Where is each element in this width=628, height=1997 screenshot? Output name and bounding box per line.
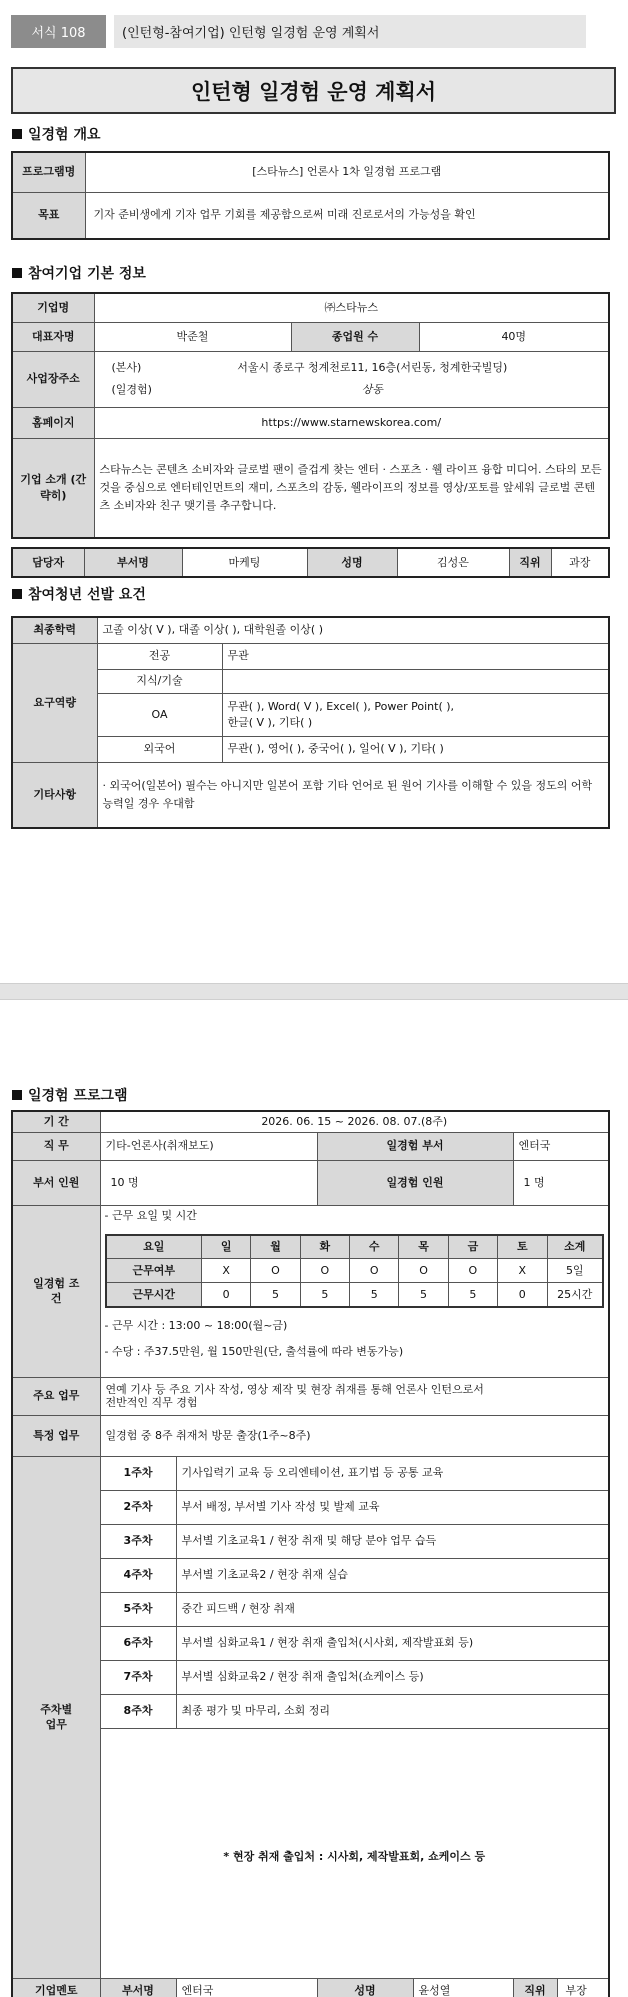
schedule-cell: 0	[498, 1283, 547, 1307]
week-label: 7주차	[100, 1660, 176, 1694]
schedule-cell: 5	[251, 1283, 300, 1307]
schedule-cell: 금	[448, 1235, 497, 1259]
week-label: 4주차	[100, 1558, 176, 1592]
week-label: 1주차	[100, 1456, 176, 1490]
schedule-cell: 월	[251, 1235, 300, 1259]
conditions-cell	[100, 1205, 609, 1377]
oa-value	[222, 693, 609, 736]
page-separator	[0, 983, 628, 1000]
main-duty-label: 주요 업무	[12, 1377, 100, 1415]
education-value: 고졸 이상( V ), 대졸 이상( ), 대학원졸 이상( )	[97, 617, 609, 643]
week-label: 8주차	[100, 1694, 176, 1728]
intern-count-value: 1 명	[513, 1160, 609, 1205]
schedule-cell: O	[399, 1259, 448, 1283]
knowledge-label: 지식/기술	[97, 669, 222, 693]
schedule-cell: O	[300, 1259, 349, 1283]
company-name-value: ㈜스타뉴스	[94, 293, 609, 322]
program-name-label: 프로그램명	[12, 152, 85, 192]
work-dept-label: 일경험 부서	[317, 1132, 513, 1160]
oa-label: OA	[97, 693, 222, 736]
mentor-position-cell	[513, 1978, 609, 1997]
schedule-cell: X	[202, 1259, 251, 1283]
work-site-label: (일경험)	[111, 383, 152, 396]
special-duty-value: 일경험 중 8주 취재처 방문 출장(1주~8주)	[100, 1415, 609, 1456]
hq-label: (본사)	[111, 361, 142, 375]
mentor-label: 기업멘토	[12, 1978, 100, 1997]
special-duty-label: 특정 업무	[12, 1415, 100, 1456]
company-intro-value: 스타뉴스는 콘텐츠 소비자와 글로벌 팬이 즐겁게 찾는 엔터 · 스포츠 · 웰 라이프 융합 미디어. 스타의 모든 것을 중심으로 엔터테인먼트의 재미, 스포츠의 감동, 웰라이프의 정보를 영상/포토를 앞세워 글로벌 콘텐츠 소비자와 친구 맺기를 추구합니다.	[94, 438, 609, 538]
week-task: 중간 피드백 / 현장 취재	[176, 1592, 609, 1626]
schedule-cell: 25시간	[547, 1283, 603, 1307]
page-1	[0, 0, 628, 983]
weekly-duty-label: 주차별 업무	[12, 1456, 100, 1978]
dept-staff-label: 부서 인원	[12, 1160, 100, 1205]
homepage-url[interactable]: https://www.starnewskorea.com/	[94, 407, 609, 438]
schedule-cell: 일	[202, 1235, 251, 1259]
schedule-cell: 화	[300, 1235, 349, 1259]
goal-label: 목표	[12, 192, 85, 239]
contact-name-label: 성명	[307, 548, 397, 577]
section-requirements-title	[12, 584, 146, 604]
week-task: 기사입력기 교육 등 오리엔테이션, 표기법 등 공통 교육	[176, 1456, 609, 1490]
square-bullet-icon	[12, 268, 22, 278]
schedule-cell: 0	[202, 1283, 251, 1307]
schedule-hours-row	[106, 1283, 604, 1307]
week-label: 5주차	[100, 1592, 176, 1626]
education-label: 최종학력	[12, 617, 97, 643]
homepage-label: 홈페이지	[12, 407, 94, 438]
work-time-note: - 근무 시간 : 13:00 ~ 18:00(월~금)	[104, 1318, 288, 1332]
dept-staff-value: 10 명	[100, 1160, 317, 1205]
week-task: 부서별 심화교육1 / 현장 취재 출입처(시사회, 제작발표회 등)	[176, 1626, 609, 1660]
schedule-cell: 토	[498, 1235, 547, 1259]
schedule-cell: 목	[399, 1235, 448, 1259]
oa-line-2: 한글( V ), 기타( )	[227, 715, 313, 729]
page-2	[0, 1000, 628, 1997]
schedule-cell: 소계	[547, 1235, 603, 1259]
section-title-text: 참여청년 선발 요건	[28, 587, 146, 603]
ceo-value: 박준철	[94, 322, 291, 351]
skills-label: 요구역량	[12, 643, 97, 762]
contact-dept-label: 부서명	[84, 548, 182, 577]
job-value: 기타-언론사(취재보도)	[100, 1132, 317, 1160]
company-intro-label: 기업 소개 (간략히)	[12, 438, 94, 538]
schedule-header-row	[106, 1235, 604, 1259]
main-duty-line-1: 연예 기사 등 주요 기사 작성, 영상 제작 및 현장 취재를 통해 언론사 인턴으로서	[105, 1383, 484, 1397]
square-bullet-icon	[12, 589, 22, 599]
company-table	[11, 292, 610, 539]
company-name-label: 기업명	[12, 293, 94, 322]
contact-label: 담당자	[12, 548, 84, 577]
schedule-cell: 5일	[547, 1259, 603, 1283]
intern-count-label: 일경험 인원	[317, 1160, 513, 1205]
section-company-title	[12, 263, 146, 283]
language-value: 무관( ), 영어( ), 중국어( ), 일어( V ), 기타( )	[222, 736, 609, 762]
work-schedule-table	[105, 1234, 605, 1308]
square-bullet-icon	[12, 1090, 22, 1100]
week-task: 부서별 기초교육2 / 현장 취재 실습	[176, 1558, 609, 1592]
ceo-label: 대표자명	[12, 322, 94, 351]
employee-count-label: 종업원 수	[291, 322, 419, 351]
language-label: 외국어	[97, 736, 222, 762]
week-label: 6주차	[100, 1626, 176, 1660]
address-label: 사업장주소	[12, 351, 94, 407]
schedule-cell: O	[448, 1259, 497, 1283]
contact-position-value: 과장	[551, 548, 609, 577]
week-label: 2주차	[100, 1490, 176, 1524]
mentor-dept-label: 부서명	[100, 1978, 176, 1997]
schedule-row-label: 근무시간	[106, 1283, 202, 1307]
schedule-cell: 5	[399, 1283, 448, 1307]
section-title-text: 참여기업 기본 정보	[28, 266, 146, 282]
major-value: 무관	[222, 643, 609, 669]
contact-name-value: 김성은	[397, 548, 509, 577]
mentor-name-value: 윤성열	[413, 1978, 513, 1997]
schedule-work-row	[106, 1259, 604, 1283]
schedule-cell: 5	[300, 1283, 349, 1307]
square-bullet-icon	[12, 129, 22, 139]
conditions-label: 일경험 조 건	[12, 1205, 100, 1377]
other-value: · 외국어(일본어) 필수는 아니지만 일본어 포함 기타 언어로 된 원어 기사를 이해할 수 있을 정도의 어학 능력일 경우 우대함	[97, 762, 609, 828]
program-name-value: [스타뉴스] 언론사 1차 일경험 프로그램	[85, 152, 609, 192]
form-header	[11, 15, 586, 48]
schedule-cell: O	[251, 1259, 300, 1283]
section-overview-title	[12, 124, 101, 144]
schedule-cell: O	[350, 1259, 399, 1283]
schedule-cell: 5	[350, 1283, 399, 1307]
requirements-table	[11, 616, 610, 829]
major-label: 전공	[97, 643, 222, 669]
week-task: 부서별 기초교육1 / 현장 취재 및 해당 분야 업무 습득	[176, 1524, 609, 1558]
job-label: 직 무	[12, 1132, 100, 1160]
schedule-row-label: 근무여부	[106, 1259, 202, 1283]
week-task: 부서별 심화교육2 / 현장 취재 출입처(쇼케이스 등)	[176, 1660, 609, 1694]
schedule-cell: 수	[350, 1235, 399, 1259]
contact-position-label: 직위	[509, 548, 551, 577]
form-description: (인턴형-참여기업) 인턴형 일경험 운영 계획서	[114, 15, 586, 48]
oa-line-1: 무관( ), Word( V ), Excel( ), Power Point( ),	[227, 699, 455, 713]
hq-address: 서울시 종로구 청계천로11, 16층(서린동, 청계한국빌딩)	[237, 361, 508, 375]
employee-count-value: 40명	[419, 322, 609, 351]
contact-table	[11, 547, 610, 578]
mentor-position-label: 직위	[514, 1979, 558, 1997]
mentor-dept-value: 엔터국	[176, 1978, 317, 1997]
overview-table	[11, 151, 610, 240]
section-title-text: 일경험 개요	[28, 127, 101, 143]
address-cell	[94, 351, 609, 407]
schedule-cell: 5	[448, 1283, 497, 1307]
contact-dept-value: 마케팅	[182, 548, 307, 577]
main-duty-line-2: 전반적인 직무 경험	[105, 1396, 198, 1410]
mentor-name-label: 성명	[317, 1978, 413, 1997]
week-task: 최종 평가 및 마무리, 소회 정리	[176, 1694, 609, 1728]
schedule-row-label: 요일	[106, 1235, 202, 1259]
goal-value: 기자 준비생에게 기자 업무 기회를 제공함으로써 미래 진로로서의 가능성을 확인	[85, 192, 609, 239]
week-label: 3주차	[100, 1524, 176, 1558]
form-number: 서식 108	[11, 15, 106, 48]
knowledge-value	[222, 669, 609, 693]
section-program-title	[12, 1085, 128, 1105]
program-table	[11, 1110, 610, 1997]
week-task: 부서 배정, 부서별 기사 작성 및 발제 교육	[176, 1490, 609, 1524]
work-dept-value: 엔터국	[513, 1132, 609, 1160]
conditions-intro: - 근무 요일 및 시간	[104, 1208, 197, 1222]
period-label: 기 간	[12, 1111, 100, 1132]
main-duty-value	[100, 1377, 609, 1415]
pay-note: - 수당 : 주37.5만원, 월 150만원(단, 출석률에 따라 변동가능)	[104, 1344, 404, 1358]
period-value: 2026. 06. 15 ~ 2026. 08. 07.(8주)	[100, 1111, 609, 1132]
other-label: 기타사항	[12, 762, 97, 828]
work-site-address: 상동	[361, 383, 383, 396]
weekly-note: * 현장 취재 출입처 : 시사회, 제작발표회, 쇼케이스 등	[100, 1728, 609, 1978]
document-title: 인턴형 일경험 운영 계획서	[11, 67, 616, 114]
section-title-text: 일경험 프로그램	[28, 1088, 128, 1104]
schedule-cell: X	[498, 1259, 547, 1283]
mentor-position-value: 부장	[565, 1983, 587, 1997]
